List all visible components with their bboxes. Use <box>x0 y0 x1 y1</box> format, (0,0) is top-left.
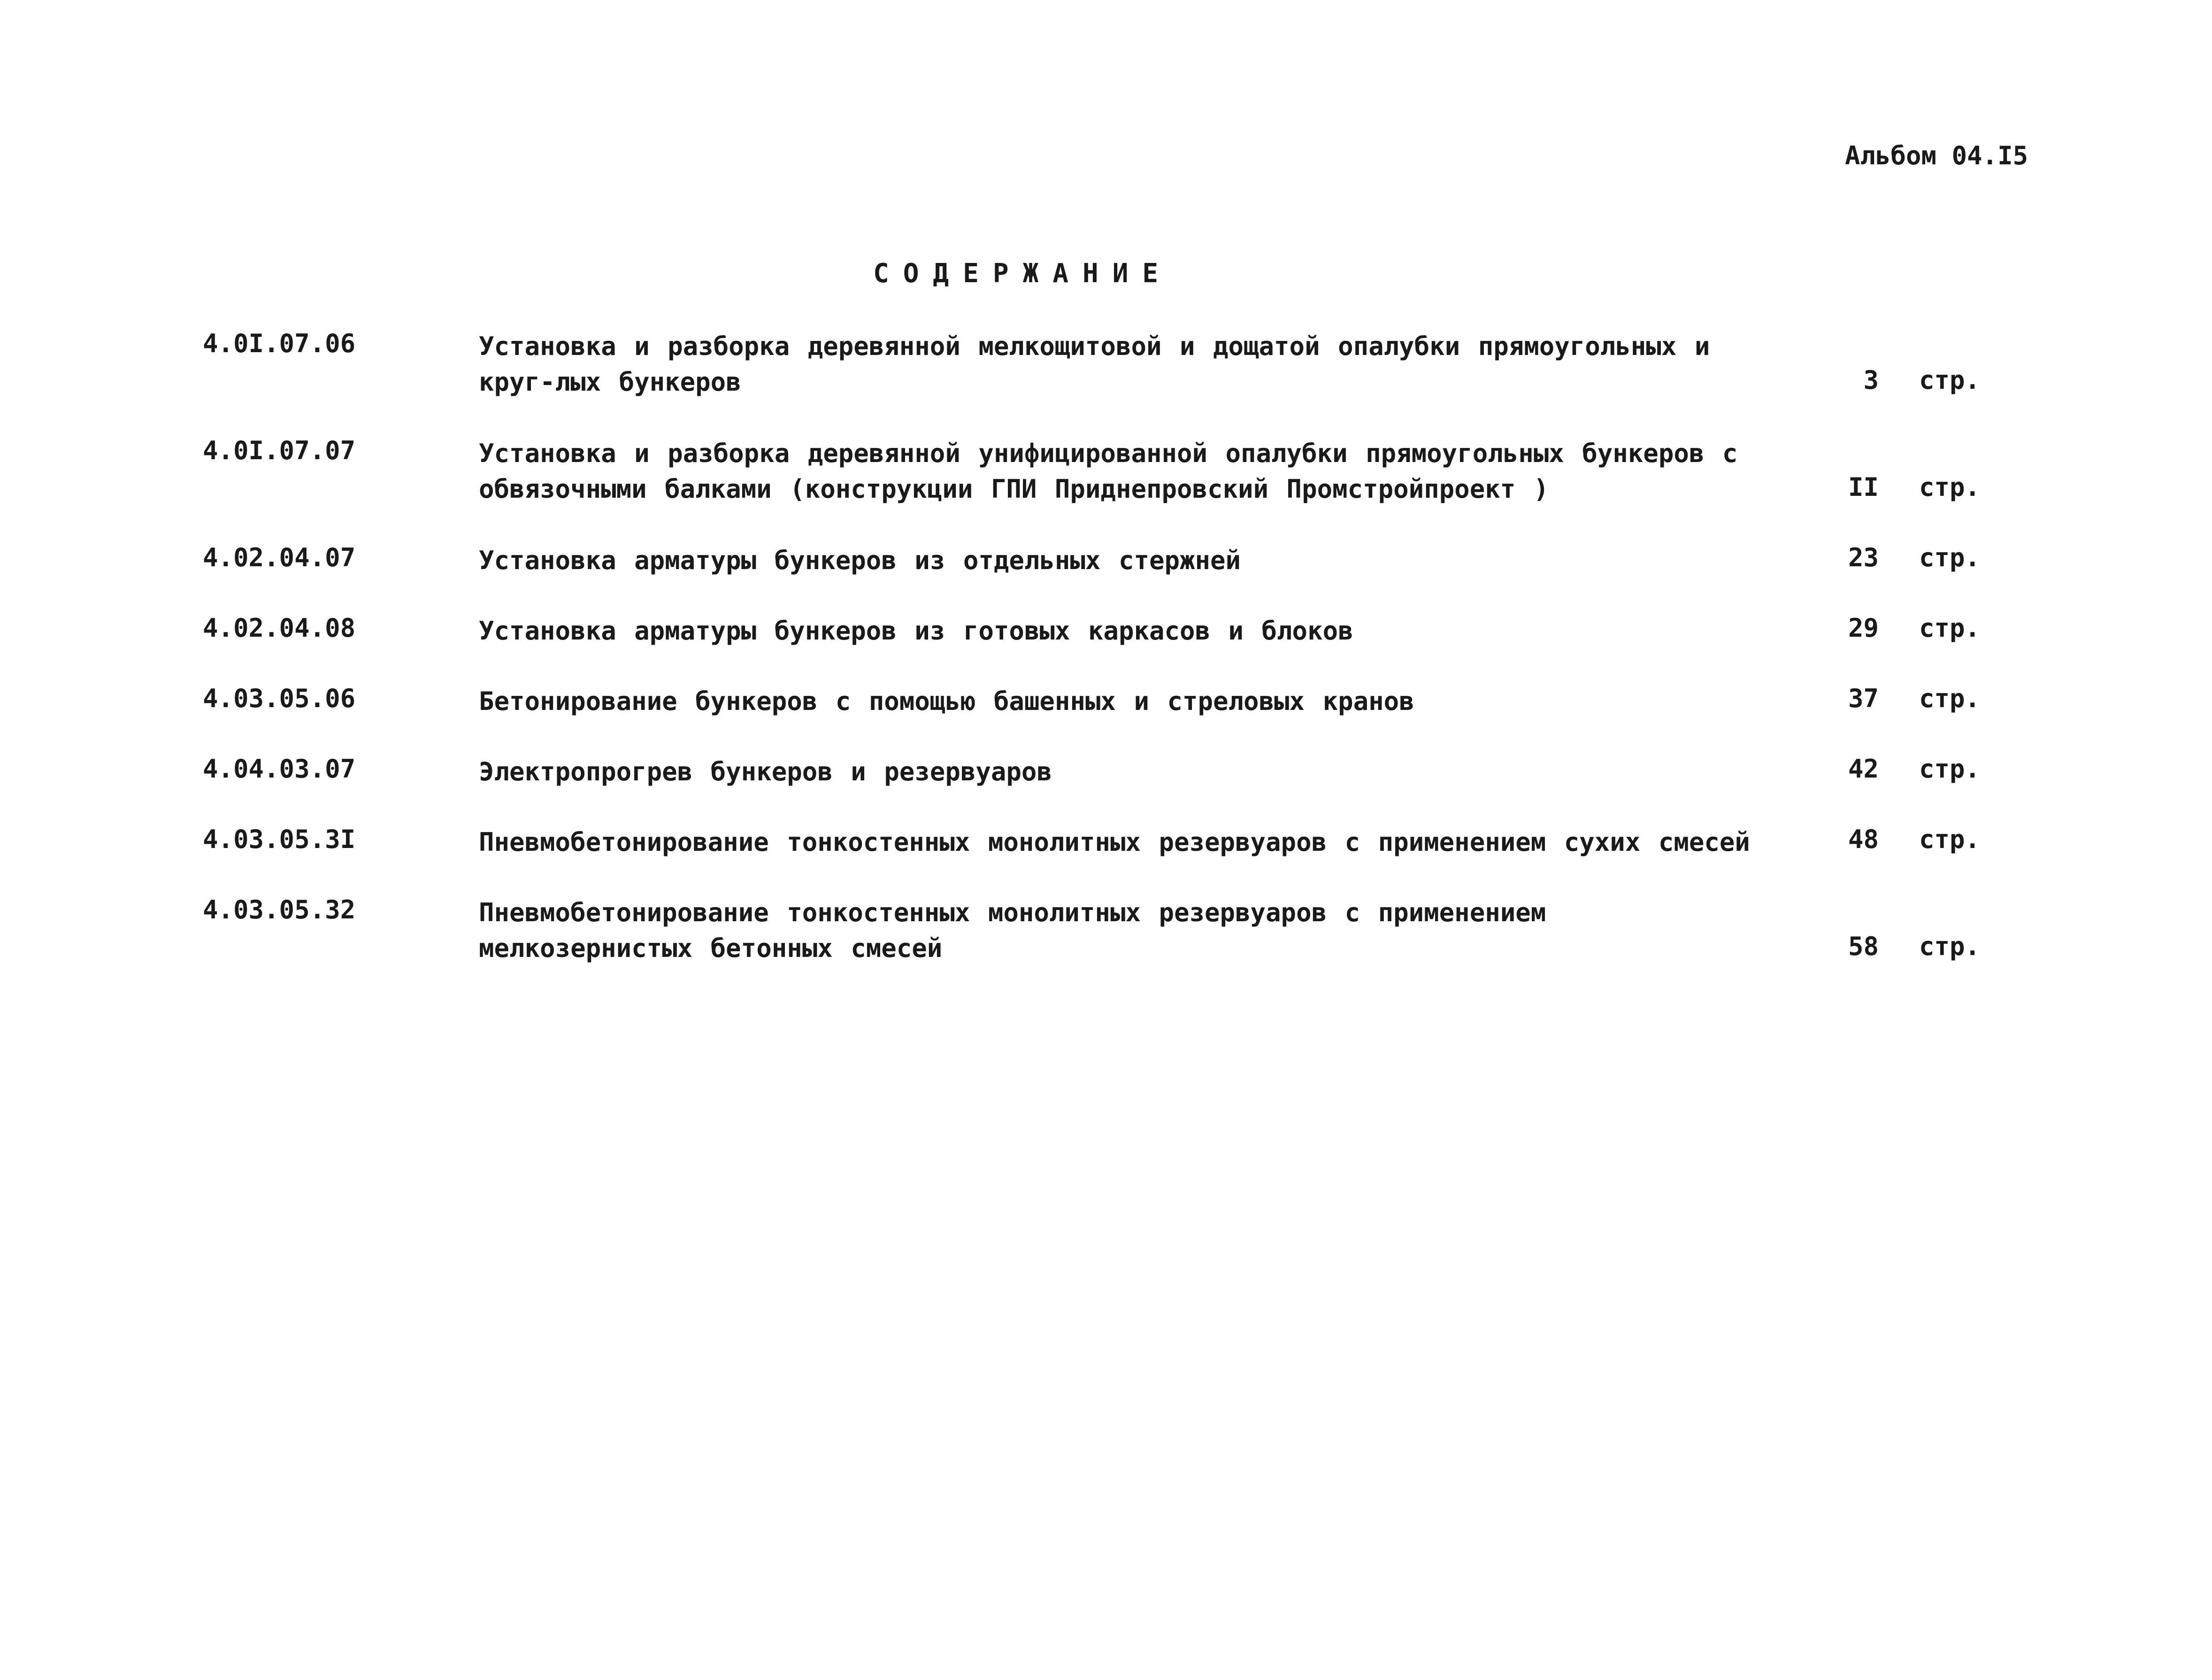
entry-page-number: II <box>1848 472 1879 502</box>
entry-code: 4.02.04.07 <box>203 543 356 572</box>
entry-code: 4.0I.07.06 <box>203 329 356 358</box>
entry-page-unit: стр. <box>1919 543 1981 572</box>
album-number: Альбом 04.I5 <box>1845 141 2028 170</box>
entry-description: Установка арматуры бункеров из готовых каркасов и блоков <box>479 616 1353 646</box>
entry-page-unit: стр. <box>1919 825 1981 854</box>
entry-description: Пневмобетонирование тонкостенных монолитных резервуаров с применением мелкозернистых бетонных смесей <box>479 898 1546 963</box>
page-title: СОДЕРЖАНИЕ <box>873 258 1173 289</box>
entry-code: 4.03.05.3I <box>203 825 356 854</box>
entry-page-number: 42 <box>1848 754 1879 784</box>
entry-page-unit: стр. <box>1919 613 1981 643</box>
entry-code: 4.0I.07.07 <box>203 436 356 465</box>
entry-description: Бетонирование бункеров с помощью башенных и стреловых кранов <box>479 686 1414 716</box>
entry-page-unit: стр. <box>1919 684 1981 713</box>
entry-description: Электропрогрев бункеров и резервуаров <box>479 757 1052 786</box>
entry-code: 4.02.04.08 <box>203 613 356 643</box>
entry-page-number: 58 <box>1848 932 1879 961</box>
entry-code: 4.03.05.32 <box>203 895 356 925</box>
entry-page-number: 37 <box>1848 684 1879 713</box>
entry-page-unit: стр. <box>1919 754 1981 784</box>
entry-code: 4.03.05.06 <box>203 684 356 713</box>
entry-page-number: 48 <box>1848 825 1879 854</box>
entry-page-unit: стр. <box>1919 365 1981 395</box>
entry-description: Установка и разборка деревянной унифицированной опалубки прямоугольных бункеров с обвязочными балками (конструкции ГПИ Приднепровский Промстройпроект ) <box>479 439 1738 504</box>
entry-page-number: 3 <box>1863 365 1879 395</box>
entry-page-number: 29 <box>1848 613 1879 643</box>
entry-description: Пневмобетонирование тонкостенных монолитных резервуаров с применением сухих смесей <box>479 827 1750 857</box>
entry-description: Установка арматуры бункеров из отдельных стержней <box>479 546 1241 575</box>
entry-page-unit: стр. <box>1919 932 1981 961</box>
entry-code: 4.04.03.07 <box>203 754 356 784</box>
entry-page-number: 23 <box>1848 543 1879 572</box>
entry-description: Установка и разборка деревянной мелкощитовой и дощатой опалубки прямоугольных и круг-лых бункеров <box>479 331 1710 397</box>
entry-page-unit: стр. <box>1919 472 1981 502</box>
